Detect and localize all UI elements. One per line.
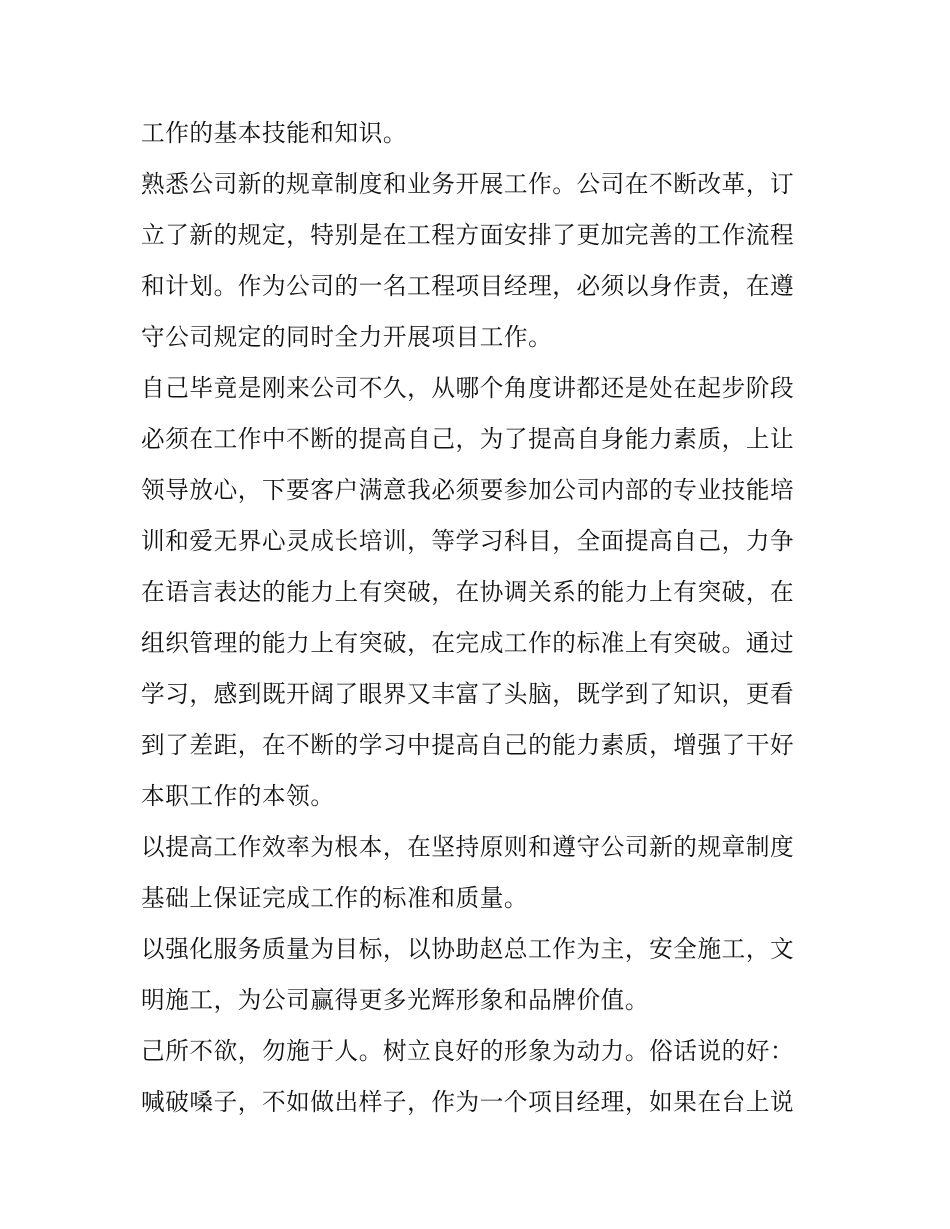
text-line: 工作的基本技能和知识。 (141, 119, 408, 147)
text-line: 立了新的规定，特别是在工程方面安排了更加完善的工作流程 (141, 221, 795, 249)
text-line: 熟悉公司新的规章制度和业务开展工作。公司在不断改革，订 (141, 170, 795, 198)
text-line: 以提高工作效率为根本，在坚持原则和遵守公司新的规章制度 (141, 833, 795, 861)
text-line: 己所不欲，勿施于人。树立良好的形象为动力。俗话说的好： (141, 1037, 795, 1065)
text-line: 在语言表达的能力上有突破，在协调关系的能力上有突破，在 (141, 578, 795, 606)
text-line: 喊破嗓子，不如做出样子，作为一个项目经理，如果在台上说 (141, 1088, 795, 1116)
text-line: 基础上保证完成工作的标准和质量。 (141, 884, 529, 912)
document-body (141, 108, 821, 1128)
text-line: 本职工作的本领。 (141, 782, 335, 810)
text-line: 学习，感到既开阔了眼界又丰富了头脑，既学到了知识，更看 (141, 680, 795, 708)
text-line: 必须在工作中不断的提高自己，为了提高自身能力素质，上让 (141, 425, 795, 453)
text-line: 领导放心，下要客户满意我必须要参加公司内部的专业技能培 (141, 476, 795, 504)
text-line: 守公司规定的同时全力开展项目工作。 (141, 323, 553, 351)
text-line: 以强化服务质量为目标，以协助赵总工作为主，安全施工，文 (141, 935, 795, 963)
text-line: 和计划。作为公司的一名工程项目经理，必须以身作责，在遵 (141, 272, 795, 300)
text-line: 组织管理的能力上有突破，在完成工作的标准上有突破。通过 (141, 629, 795, 657)
text-line: 训和爱无界心灵成长培训，等学习科目，全面提高自己，力争 (141, 527, 795, 555)
text-line: 自己毕竟是刚来公司不久，从哪个角度讲都还是处在起步阶段 (141, 374, 795, 402)
text-line: 明施工，为公司赢得更多光辉形象和品牌价值。 (141, 986, 650, 1014)
text-line: 到了差距，在不断的学习中提高自己的能力素质，增强了干好 (141, 731, 795, 759)
